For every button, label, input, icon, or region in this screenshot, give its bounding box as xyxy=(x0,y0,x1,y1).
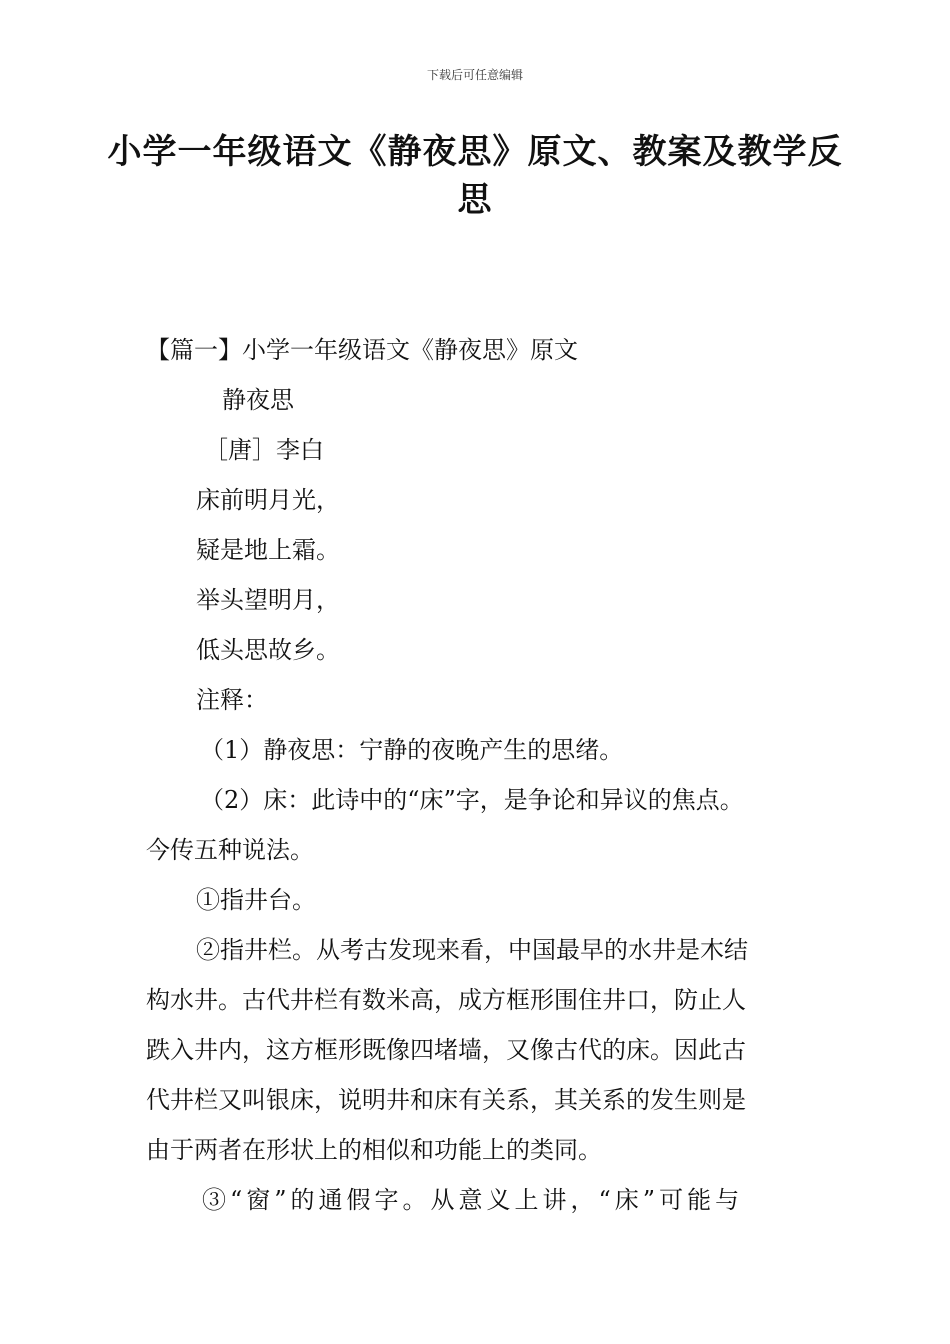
item-2-line: 由于两者在形状上的相似和功能上的类同。 xyxy=(146,1136,602,1164)
poem-line: 举头望明月， xyxy=(196,586,340,614)
header-note: 下载后可任意编辑 xyxy=(426,68,523,82)
item-2-line: ②指井栏。从考古发现来看，中国最早的水井是木结 xyxy=(196,936,748,964)
note-2-line-2: 今传五种说法。 xyxy=(146,836,314,864)
item-2-line: 代井栏又叫银床，说明井和床有关系，其关系的发生则是 xyxy=(146,1086,746,1114)
item-3-line-1: ③“窗”的通假字。从意义上讲，“床”可能与 xyxy=(202,1186,744,1214)
note-2-line-1: （2）床：此诗中的“床”字，是争论和异议的焦点。 xyxy=(200,786,744,814)
poem-author: ［唐］李白 xyxy=(204,436,324,464)
document-body xyxy=(146,325,806,1225)
poem-line: 低头思故乡。 xyxy=(196,636,340,664)
poem-line: 床前明月光， xyxy=(196,486,340,514)
item-1: ①指井台。 xyxy=(196,886,316,914)
item-2-line: 跌入井内，这方框形既像四堵墙，又像古代的床。因此古 xyxy=(146,1036,746,1064)
poem-title: 静夜思 xyxy=(222,386,294,414)
document-title: 小学一年级语文《静夜思》原文、教案及教学反思 xyxy=(107,132,843,220)
section-heading: 【篇一】小学一年级语文《静夜思》原文 xyxy=(146,336,578,364)
item-2-line: 构水井。古代井栏有数米高，成方框形围住井口，防止人 xyxy=(146,986,746,1014)
poem-line: 疑是地上霜。 xyxy=(196,536,340,564)
note-1: （1）静夜思：宁静的夜晚产生的思绪。 xyxy=(200,736,624,764)
notes-label: 注释： xyxy=(196,686,268,714)
